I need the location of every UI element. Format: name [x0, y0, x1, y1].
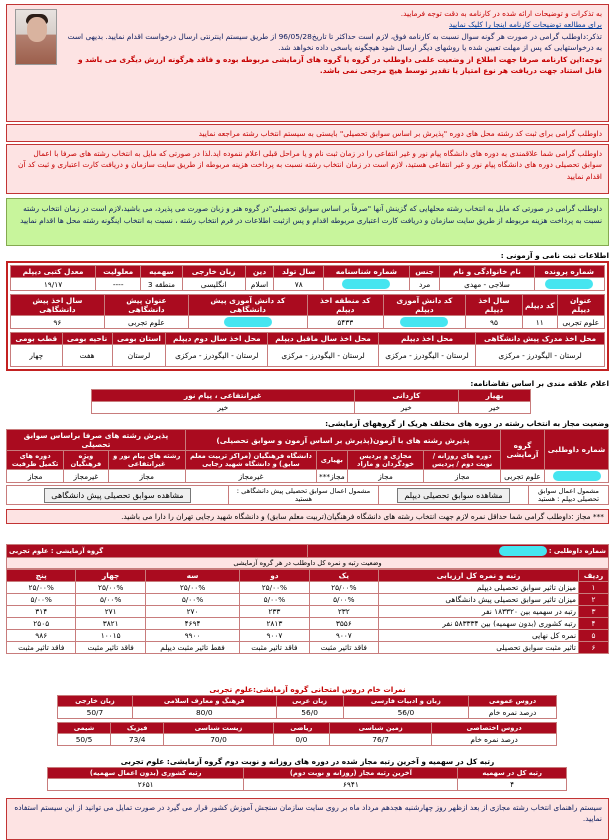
col-header: کاردانی	[354, 390, 458, 402]
col-header: گروه آزمایشی	[501, 430, 545, 470]
cell: چهار	[11, 345, 63, 367]
cell: علوم تجربی	[501, 470, 545, 483]
col-header: رتبه و نمره کل ارزیابی	[379, 570, 579, 582]
cell: ۲	[579, 594, 609, 606]
cell: غیرمجاز	[64, 470, 108, 483]
col-header: رتبه کشوری (بدون اعمال سهمیه)	[48, 768, 244, 779]
col-header: عنوان پیش دانشگاهی	[104, 295, 188, 316]
col-header: کد دانش آموزی دیپلم	[383, 295, 465, 316]
cell: ۳	[579, 606, 609, 618]
cell: ۴	[579, 618, 609, 630]
col-header: دروس اختصاصی	[432, 723, 557, 734]
col-header: دانشگاه فرهنگیان (مراکز تربیت معلم سابق) و دانشگاه شهید رجایی	[185, 451, 316, 470]
cell: فاقد تاثیر مثبت	[309, 642, 378, 654]
status-section	[6, 418, 609, 524]
col-header: فرهنگ و معارف اسلامی	[132, 696, 276, 707]
label: مشمول اعمال سوابق تحصیلی دیپلم : هستید	[529, 486, 609, 505]
notice-box	[6, 4, 609, 122]
col-header: رتبه کل در سهمیه	[458, 768, 567, 779]
notice-box	[6, 144, 609, 194]
col-header: زبان و ادبیات فارسی	[343, 696, 469, 707]
table-row	[7, 630, 609, 642]
table-row	[7, 582, 609, 594]
cell: ۹۸۶	[7, 630, 76, 642]
cell: ۶	[579, 642, 609, 654]
cell: اسلام	[245, 278, 274, 291]
cell: 70/0	[164, 734, 273, 746]
masked-value	[224, 317, 272, 327]
cell: ۲۳۲	[309, 606, 378, 618]
cell: 80/0	[132, 707, 276, 719]
ranks-caption: وضعیت رتبه و نمره کل داوطلب در هر گروه آزمایشی	[7, 558, 609, 569]
cell: لرستان - الیگودرز - مرکزی	[476, 345, 605, 367]
cell: ۵/۰۰%	[309, 594, 378, 606]
cell: لرستان	[112, 345, 166, 367]
note-text: *** مجاز :داوطلب گرامی شما حداقل نمره لازم جهت انتخاب رشته های دانشگاه فرهنگیان(تربیت معلم سابق) و دانشگاه شهید رجایی تهران را دارا می باشید.	[121, 512, 604, 521]
cell: ۵	[579, 630, 609, 642]
col-header: عنوان دیپلم	[557, 295, 604, 316]
cell: لرستان - الیگودرز - مرکزی	[166, 345, 268, 367]
cell: رتبه در سهمیه بین ۱۸۳۳۲۰ نفر	[379, 606, 579, 618]
cell: رتبه کشوری (بدون سهمیه) بین ۵۸۳۳۳۴ نفر	[379, 618, 579, 630]
cell: ۵/۰۰%	[7, 594, 76, 606]
col-header: سال اخذ دیپلم	[465, 295, 522, 316]
cell: ۳۵۵۶	[309, 618, 378, 630]
cell: غیرمجاز	[185, 470, 316, 483]
cell: خیر	[92, 402, 355, 414]
cell: خیر	[354, 402, 458, 414]
status-buttons	[6, 485, 609, 505]
cell: مجاز	[347, 470, 424, 483]
cell: علوم تجربی	[557, 316, 604, 329]
col-header: پذیرش رشته های صرفا براساس سوابق تحصیلی	[7, 430, 186, 451]
col-header: پنج	[7, 570, 76, 582]
col-header: سه	[145, 570, 239, 582]
quota-section	[6, 756, 609, 791]
col-header: پذیرش رشته های با آزمون(پذیرش بر اساس آزمون و سوابق تحصیلی)	[185, 430, 500, 451]
notice-box	[6, 124, 609, 142]
masked-value	[342, 279, 390, 289]
col-header: دروس عمومی	[469, 696, 557, 707]
notice-line: به تذکرات و توضیحات ارائه شده در کارنامه به دقت توجه فرمایید.	[400, 9, 602, 18]
cell: ۴	[458, 779, 567, 791]
cell: مجاز	[7, 470, 64, 483]
info-table-2	[10, 294, 605, 329]
notice-line: توجه:این کارنامه صرفا جهت اطلاع از وضعیت علمی داوطلب در گروه یا گروه های آزمایشی مربوطه بوده و فاقد هرگونه ارزش دیگری می باشد و قابل استناد جهت دریافت هر نوع امتیاز یا تقدیر توسط هیچ مرجعی نمی باشد.	[77, 54, 602, 76]
cell: خیر	[459, 402, 531, 414]
quota-table	[47, 767, 567, 791]
table-row	[7, 618, 609, 630]
cell: ۹۵	[465, 316, 522, 329]
cell: ۹۰۰۷	[309, 630, 378, 642]
cell: میزان تاثیر سوابق تحصیلی پیش دانشگاهی	[379, 594, 579, 606]
col-header: زبان خارجی	[58, 696, 133, 707]
cell: ۹۶	[11, 316, 105, 329]
col-header: زبان عربی	[276, 696, 343, 707]
footer-text: سیستم راهنمای انتخاب رشته مجازی از بعد ازظهر روز چهارشنبه هجدهم مرداد ماه بر روی سایت سازمان سنجش آموزش کشور قرار می گیرد در صورت تمایل می توانید از این سیستم استفاده نمایید.	[14, 803, 602, 824]
raw-special	[57, 722, 557, 746]
cell: ۱۹/۱۷	[11, 278, 96, 291]
cell: فاقد تاثیر مثبت	[7, 642, 76, 654]
col-header: دو	[240, 570, 309, 582]
label: مشمول اعمال سوابق تحصیلی پیش دانشگاهی : هستید	[229, 486, 379, 505]
cell: ۹۹۰۰	[145, 630, 239, 642]
notice-line: تذکر:داوطلب گرامی در صورت هر گونه سوال نسبت به کارنامه فوق، لازم است حداکثر تا تاریخ96/05/28 از طریق سیستم اینترنتی ارسال درخواست اقدام نمایید. بدیهی است به درخواستهایی که پس از مهلت تعیین شده یا روشهای دیگر ارسال شود هیچگونه پاسخی داده نخواهد شد.	[67, 31, 602, 53]
cell: ۲۷۰	[145, 606, 239, 618]
col-header: کد دیپلم	[522, 295, 557, 316]
col-header: ردیف	[579, 570, 609, 582]
col-header: سال اخذ پیش دانشگاهی	[11, 295, 105, 316]
cell: درصد نمره خام	[469, 707, 557, 719]
col-header: دوره های تکمیل ظرفیت	[7, 451, 64, 470]
cell	[324, 278, 410, 291]
section-title: وضعیت مجاز به انتخاب رشته در دوره های مختلف هریک از گروههای آزمایشی:	[325, 419, 609, 428]
cell: میزان تاثیر سوابق تحصیلی دیپلم	[379, 582, 579, 594]
cell: ۱۱	[522, 316, 557, 329]
cell: ۲۶۵۱	[48, 779, 244, 791]
table-row	[7, 606, 609, 618]
table-row	[7, 642, 609, 654]
col-header: چهار	[76, 570, 145, 582]
col-header: شماره پرونده	[534, 266, 604, 278]
col-header: محل اخذ سال دوم دیپلم	[166, 333, 268, 345]
cell: تاثیر مثبت سوابق تحصیلی	[379, 642, 579, 654]
col-header: ویژه فرهنگیان	[64, 451, 108, 470]
cell: 0/0	[273, 734, 329, 746]
interest-table	[91, 389, 531, 414]
status-table	[6, 429, 609, 483]
cell: ۶۹۴۱	[244, 779, 458, 791]
cell	[188, 316, 307, 329]
ranks-header	[6, 544, 609, 569]
col-header: فیزیک	[111, 723, 164, 734]
cell: ----	[96, 278, 141, 291]
col-header: یک	[309, 570, 378, 582]
cell: لرستان - الیگودرز - مرکزی	[378, 345, 475, 367]
masked-value	[545, 279, 593, 289]
cell: منطقه 3	[141, 278, 182, 291]
info-table-3	[10, 332, 605, 367]
cell: ۲۷۱	[76, 606, 145, 618]
col-header: دوره های روزانه / نوبت دوم / پردیس	[424, 451, 501, 470]
col-header: سهمیه	[141, 266, 182, 278]
green-text: داوطلب گرامی در صورتی که مایل به انتخاب رشته محلهایی که گزینش آنها "صرفاً بر اساس سوابق تحصیلی"در گروه هنر و زبان صورت می پذیرد، می باشید،لازم است در زمان انتخاب رشته نسبت به پرداخت هزینه مربوطه از طریق سایت سازمان و دریافت کارت اعتباری مربوطه اقدام و پس ازثبت اطلاعات در فرم انتخاب رشته ، نسبت به انتخاب اینگونه رشته محل ها اقدام نمایید	[20, 204, 602, 225]
col-header: آخرین رتبه مجاز (روزانه و نوبت دوم)	[244, 768, 458, 779]
section-title: اطلاعات ثبت نامی و آزمونی :	[500, 251, 609, 260]
preuni-records-button[interactable]: مشاهده سوابق تحصیلی پیش دانشگاهی	[44, 488, 190, 503]
col-header: مجازی و پردیس خودگردان و مازاد	[347, 451, 424, 470]
cell: علوم تجربی	[104, 316, 188, 329]
cell: مجاز***	[317, 470, 348, 483]
info-section	[6, 250, 609, 371]
col-header: معلولیت	[96, 266, 141, 278]
cell: ۲۵/۰۰%	[76, 582, 145, 594]
cell: مجاز	[424, 470, 501, 483]
cell: ۷۸	[274, 278, 324, 291]
cell: 73/4	[111, 734, 164, 746]
cell: ۲۵۰۵	[7, 618, 76, 630]
col-header: جنس	[409, 266, 440, 278]
cell: سلاجی - مهدی	[440, 278, 534, 291]
cell: انگلیسی	[182, 278, 245, 291]
info-table-1	[10, 265, 605, 291]
group-label: گروه آزمایشی : علوم تجربی	[9, 547, 104, 555]
cell: 76/7	[329, 734, 431, 746]
cell	[545, 470, 609, 483]
section-title: اعلام علاقه مندی بر اساس تقاضانامه:	[470, 379, 609, 388]
col-header: بهیاری	[317, 451, 348, 470]
cell: هفت	[62, 345, 112, 367]
cand-label: شماره داوطلبی :	[548, 547, 606, 555]
col-header: کد دانش آموزی پیش دانشگاهی	[188, 295, 307, 316]
cell: ۲۳۳	[240, 606, 309, 618]
cell: ۱	[579, 582, 609, 594]
col-header: زیست شناسی	[164, 723, 273, 734]
table-row	[7, 594, 609, 606]
cell: ۱۰۰۱۵	[76, 630, 145, 642]
cell: 56/0	[276, 707, 343, 719]
masked-value	[400, 317, 448, 327]
cell: 50/5	[58, 734, 111, 746]
explanations-link[interactable]: برای مطالعه توضیحات کارنامه اینجا را کلیک نمایید	[449, 20, 602, 30]
box-text: داوطلب گرامی برای ثبت کد رشته محل های دوره "پذیرش بر اساس سوابق تحصیلی" بایستی به سیستم انتخاب رشته مراجعه نمایید	[198, 129, 602, 138]
col-header: زبان خارجی	[182, 266, 245, 278]
candidate-photo	[15, 9, 57, 65]
col-header: شیمی	[58, 723, 111, 734]
cell: درصد نمره خام	[432, 734, 557, 746]
cell: ۲۵/۰۰%	[309, 582, 378, 594]
cell: مجاز	[108, 470, 185, 483]
col-header: ریاضی	[273, 723, 329, 734]
cell: ۵/۰۰%	[76, 594, 145, 606]
cell: ۲۵/۰۰%	[7, 582, 76, 594]
quota-title: رتبه کل در سهمیه و آخرین رتبه مجاز شده در دوره های روزانه و نوبت دوم گروه آزمایشی: علوم تجربی	[120, 757, 495, 766]
interest-section	[6, 378, 609, 414]
col-header: شماره شناسنامه	[324, 266, 410, 278]
cell: ۹۰۰۷	[240, 630, 309, 642]
cell: ۲۵/۰۰%	[145, 582, 239, 594]
col-header: زمین شناسی	[329, 723, 431, 734]
col-header: معدل کتبی دیپلم	[11, 266, 96, 278]
col-header: محل اخذ مدرک پیش دانشگاهی	[476, 333, 605, 345]
col-header: رشته های پیام نور و غیرانتفاعی	[108, 451, 185, 470]
col-header: بهیار	[459, 390, 531, 402]
green-notice	[6, 198, 609, 246]
cell: لرستان - الیگودرز - مرکزی	[268, 345, 379, 367]
box-text: داوطلب گرامی شما علاقمندی به دوره های دانشگاه پیام نور و غیر انتفاعی را در زمان ثبت نام و یا مراحل قبلی اعلام ننموده اید.لذا در صورتی که مایل به انتخاب رشته های صرفا با اعمال سوابق تحصیلی دوره های دانشگاه پیام نور و غیر انتفاعی هستید، لازم است در زمان انتخاب رشته نسبت به پرداخت هزینه مربوطه از طریق سایت سازمان و دریافت کارت اعتباری و ثبت کد آن اقدام نمایید	[18, 149, 602, 181]
col-header: غیرانتفاعی ، پیام نور	[92, 390, 355, 402]
ranks-table	[6, 569, 609, 654]
cell	[534, 278, 604, 291]
cell: ۴۶۹۴	[145, 618, 239, 630]
masked-number	[499, 546, 547, 556]
cell: 50/7	[58, 707, 133, 719]
ranks-section	[6, 544, 609, 654]
col-header: ناحیه بومی	[62, 333, 112, 345]
teacher-note	[6, 509, 609, 524]
masked-value	[553, 471, 601, 481]
cell: ۵۴۳۳	[307, 316, 383, 329]
col-header: استان بومی	[112, 333, 166, 345]
col-header: شماره داوطلبی	[545, 430, 609, 470]
col-header: نام خانوادگی و نام	[440, 266, 534, 278]
col-header: قطب بومی	[11, 333, 63, 345]
raw-title: نمرات خام دروس امتحانی گروه آزمایشی:علوم تجربی	[209, 685, 406, 694]
cell: ۳۱۴	[7, 606, 76, 618]
cell: ۳۸۲۱	[76, 618, 145, 630]
col-header: کد منطقه اخذ دیپلم	[307, 295, 383, 316]
col-header: دین	[245, 266, 274, 278]
cell: ۵/۰۰%	[240, 594, 309, 606]
cell: ۲۵/۰۰%	[240, 582, 309, 594]
cell: فاقد تاثیر مثبت	[76, 642, 145, 654]
cell: مرد	[409, 278, 440, 291]
col-header: سال تولد	[274, 266, 324, 278]
cell	[383, 316, 465, 329]
diploma-records-button[interactable]: مشاهده سوابق تحصیلی دیپلم	[397, 488, 509, 503]
footer-box	[6, 798, 609, 840]
cell: فقط تاثیر مثبت دیپلم	[145, 642, 239, 654]
cell: نمره کل نهایی	[379, 630, 579, 642]
col-header: محل اخذ سال ماقبل دیپلم	[268, 333, 379, 345]
col-header: محل اخذ دیپلم	[378, 333, 475, 345]
cell: ۲۸۱۳	[240, 618, 309, 630]
raw-general	[57, 695, 557, 719]
raw-section	[6, 684, 609, 746]
cell: ۵/۰۰%	[145, 594, 239, 606]
cell: 56/0	[343, 707, 469, 719]
cell: فاقد تاثیر مثبت	[240, 642, 309, 654]
